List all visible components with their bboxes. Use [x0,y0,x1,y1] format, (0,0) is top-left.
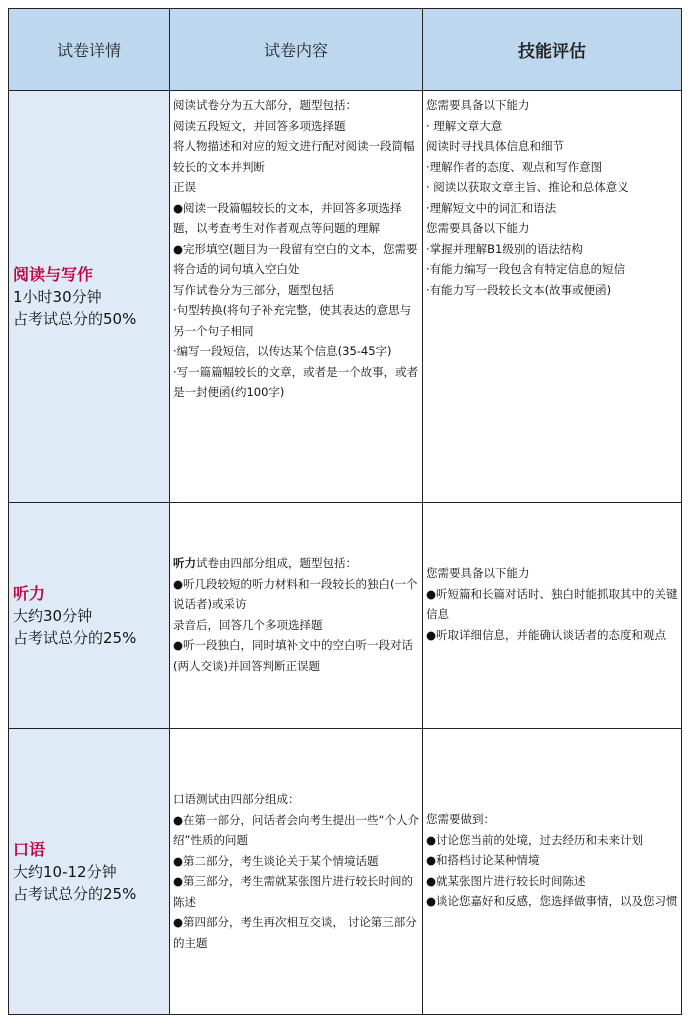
section-weight: 占考试总分的25% [13,628,137,647]
section-name: 听力 [13,583,46,603]
skill-line: ●讨论您当前的处境，过去经历和未来计划 [426,832,644,847]
skill-line: ·理解作者的态度、观点和写作意图 [426,159,603,174]
skill-line: ●听短篇和长篇对话时、独白时能抓取其中的关键信息 [426,586,678,621]
skill-line: ●听取详细信息，并能确认谈话者的态度和观点 [426,627,667,642]
skill-line: 您需要具备以下能力 [426,566,530,580]
content-line: ●听一段独白，同时填补文中的空白听一段对话(两人交谈)并回答判断正误题 [173,638,414,673]
row-speaking [9,729,682,1015]
section-duration: 大约30分钟 [13,606,93,625]
section-name: 口语 [13,839,46,859]
content-line: 阅读试卷分为五大部分，题型包括： [173,98,357,112]
skill-line: ●和搭档讨论某种情境 [426,853,540,867]
row-listening [9,503,682,729]
section-content [170,729,423,1015]
skill-line: ·理解短文中的词汇和语法 [426,200,557,215]
content-line: 录音后，回答几个多项选择题 [173,617,323,632]
skill-line: 您需要具备以下能力 [426,221,530,235]
content-lead-rest: 试卷由四部分组成，题型包括： [196,556,357,570]
section-name: 阅读与写作 [13,264,94,284]
skill-line: ●谈论您嘉好和反感，您选择做事情，以及您习惯 [426,894,678,908]
section-info [9,729,170,1015]
header-row [9,9,682,91]
header-skills: 技能评估 [423,9,682,91]
section-info [9,91,170,503]
skill-line: ·有能力写一段较长文本(故事或便函) [426,282,612,297]
content-lead: 听力 [173,556,196,570]
content-line [173,553,419,574]
section-weight: 占考试总分的50% [13,309,137,328]
content-line: 正误 [173,180,196,194]
section-skills [423,91,682,503]
skill-line: · 阅读以获取文章主旨、推论和总体意义 [426,180,629,194]
header-content: 试卷内容 [170,9,423,91]
section-info [9,503,170,729]
content-line: 写作试卷分为三部分，题型包括 [173,282,334,297]
content-line: ●第三部分，考生需就某张图片进行较长时间的陈述 [173,874,414,909]
section-duration: 大约10-12分钟 [13,862,117,881]
content-line: ·句型转换(将句子补充完整，使其表达的意思与另一个句子相同 [173,303,412,338]
section-skills [423,729,682,1015]
content-line: ●听几段较短的听力材料和一段较长的独白(一个说话者)或采访 [173,576,418,611]
section-content [170,503,423,729]
content-line: ·编写一段短信，以传达某个信息(35-45字) [173,344,392,358]
content-line: ●第四部分，考生再次相互交谈， 讨论第三部分的主题 [173,915,417,950]
header-details: 试卷详情 [9,9,170,91]
content-line: ●阅读一段篇幅较长的文本，并回答多项选择题，以考查考生对作者观点等问题的理解 [173,200,402,235]
skill-line: ●就某张图片进行较长时间陈述 [426,873,586,888]
skill-line: 您需要具备以下能力 [426,98,530,112]
content-line: 将人物描述和对应的短文进行配对阅读一段简幅较长的文本并判断 [173,139,415,174]
exam-table [8,8,682,1015]
content-line: ·写一篇篇幅较长的文章，或者是一个故事，或者是一封便函(约100字) [173,364,419,399]
content-line: 口语测试由四部分组成： [173,792,300,806]
skill-line: 阅读时寻找具体信息和细节 [426,139,564,153]
content-line: ●完形填空(题目为一段留有空白的文本，您需要将合适的词句填入空白处 [173,241,418,276]
content-line: 阅读五段短文，并回答多项选择题 [173,118,346,133]
section-weight: 占考试总分的25% [13,884,137,903]
skill-line: 您需要做到： [426,812,495,826]
skill-line: · 理解文章大意 [426,118,503,133]
section-skills [423,503,682,729]
section-duration: 1小时30分钟 [13,287,102,306]
skill-line: ·有能力编写一段包含有特定信息的短信 [426,262,626,276]
section-content [170,91,423,503]
content-line: ●在第一部分，问话者会向考生提出一些“个人介绍”性质的问题 [173,812,419,847]
skill-line: ·掌握并理解B1级别的语法结构 [426,241,583,256]
content-line: ●第二部分，考生谈论关于某个情境话题 [173,853,379,868]
row-reading-writing [9,91,682,503]
